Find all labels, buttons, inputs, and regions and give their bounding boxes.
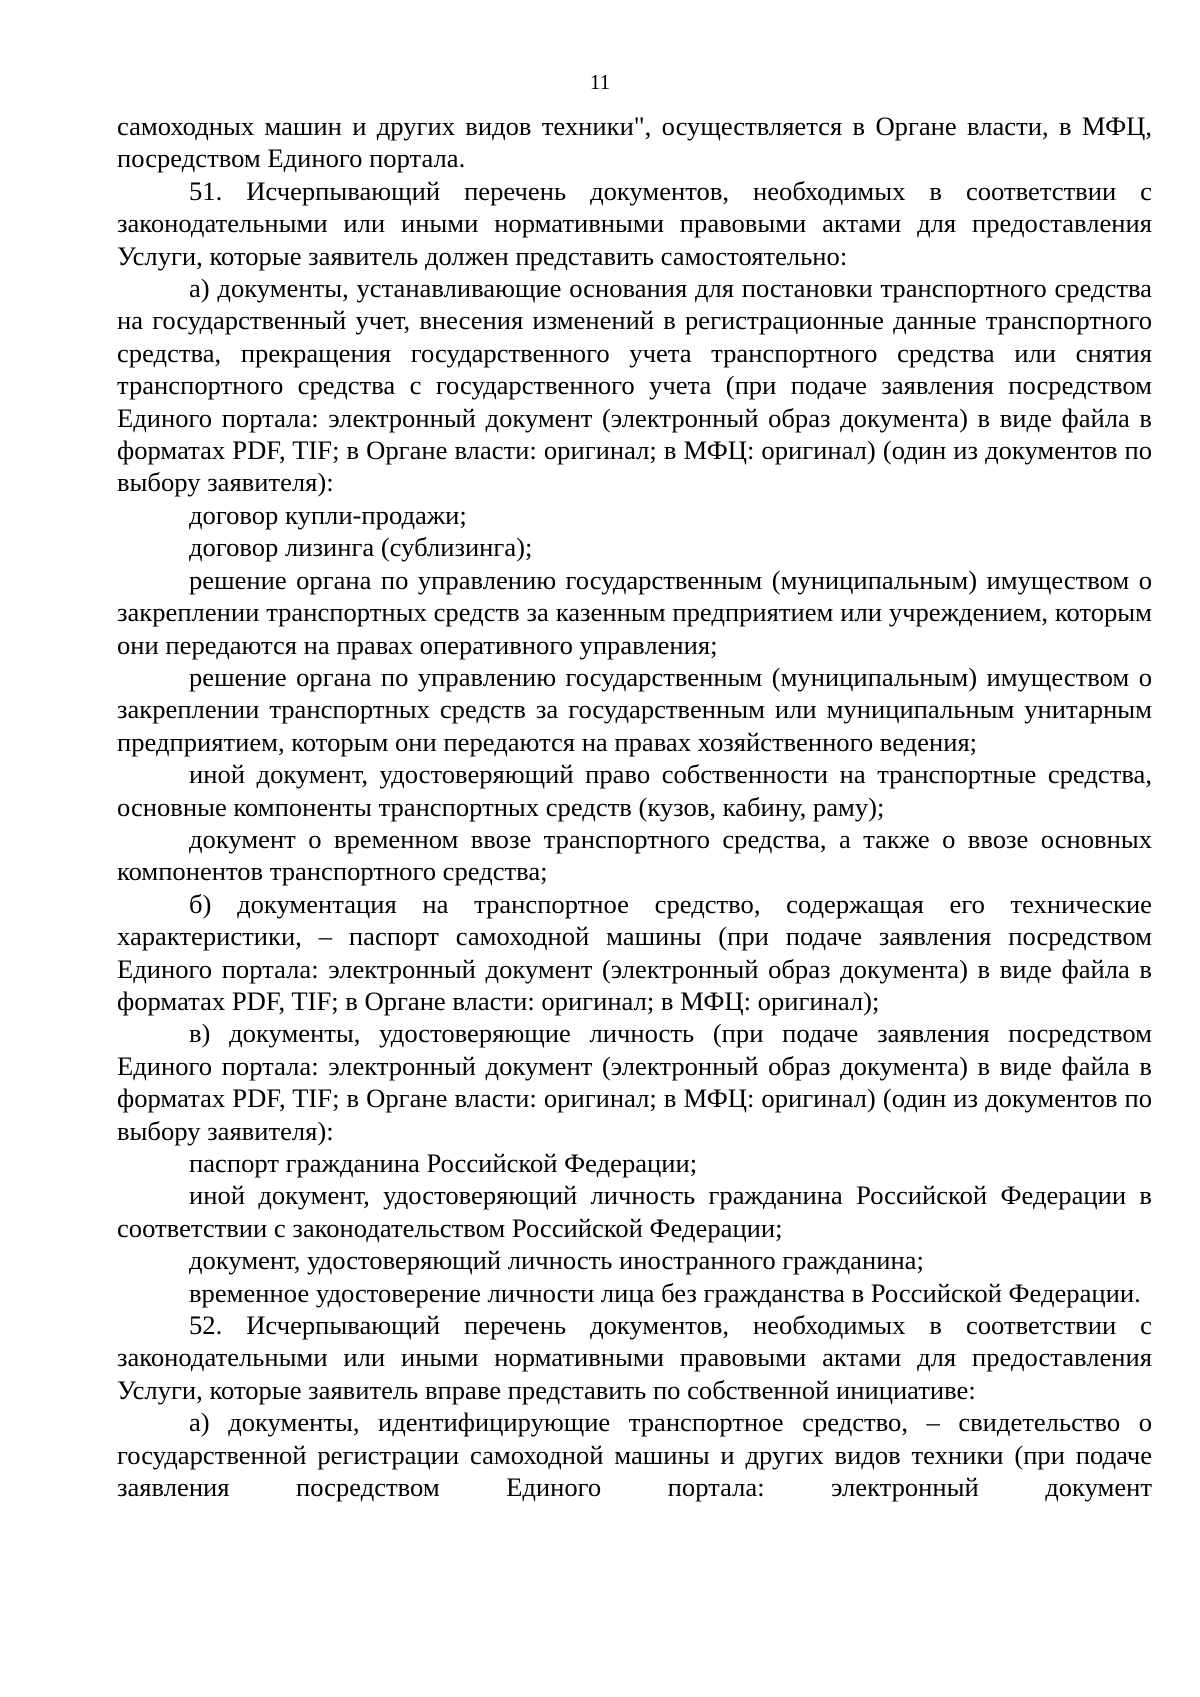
paragraph: иной документ, удостоверяющий право собственности на транспортные средства, основные компоненты транспортных средств (кузов, кабину, раму); [117,759,1152,822]
paragraph: решение органа по управлению государственным (муниципальным) имуществом о закреплении транспортных средств за казенным предприятием или учреждением, которым они передаются на правах оперативного управления; [117,564,1152,660]
paragraph: а) документы, устанавливающие основания для постановки транспортного средства на государственный учет, внесения изменений в регистрационные данные транспортного средства, прекращения государственного учета транспортного средства или снятия транспортного средства с государственного учета (при подаче заявления посредством Единого портала: электронный документ (электронный образ документа) в виде файла в форматах PDF, TIF; в Органе власти: оригинал; в МФЦ: оригинал) (один из документов по выбору заявителя): [117,273,1152,498]
paragraph: 52. Исчерпывающий перечень документов, необходимых в соответствии с законодательными или иными нормативными правовыми актами для предоставления Услуги, которые заявитель вправе представить по собственной инициативе: [117,1310,1152,1405]
paragraph: иной документ, удостоверяющий личность гражданина Российской Федерации в соответствии с законодательством Российской Федерации; [117,1180,1152,1243]
paragraph: временное удостоверение личности лица без гражданства в Российской Федерации. [189,1277,1141,1308]
paragraph: в) документы, удостоверяющие личность (при подаче заявления посредством Единого портала: электронный документ (электронный образ документа) в виде файла в форматах PDF, TIF; в Органе власти: оригинал; в МФЦ: оригинал) (один из документов по выбору заявителя): [117,1018,1152,1146]
paragraph: а) документы, идентифицирующие транспортное средство, – свидетельство о государственной регистрации самоходной машины и других видов техники (при подаче заявления посредством Единого портала: электронный документ [117,1407,1152,1503]
document-body [117,110,1152,1503]
page-number: 11 [589,70,611,94]
paragraph: самоходных машин и других видов техники", осуществляется в Органе власти, в МФЦ, посредством Единого портала. [117,111,1152,174]
paragraph: б) документация на транспортное средство, содержащая его технические характеристики, – паспорт самоходной машины (при подаче заявления посредством Единого портала: электронный документ (электронный образ документа) в виде файла в форматах PDF, TIF; в Органе власти: оригинал; в МФЦ: оригинал); [117,888,1152,1016]
paragraph: документ, удостоверяющий личность иностранного гражданина; [189,1245,924,1276]
paragraph: договор лизинга (сублизинга); [189,532,533,563]
paragraph: документ о временном ввозе транспортного средства, а также о ввозе основных компонентов транспортного средства; [117,823,1152,887]
paragraph: паспорт гражданина Российской Федерации; [189,1148,698,1178]
paragraph: договор купли-продажи; [189,499,467,530]
paragraph: 51. Исчерпывающий перечень документов, необходимых в соответствии с законодательными или иными нормативными правовыми актами для предоставления Услуги, которые заявитель должен представить самостоятельно: [117,175,1152,271]
paragraph: решение органа по управлению государственным (муниципальным) имуществом о закреплении транспортных средств за государственным или муниципальным унитарным предприятием, которым они передаются на правах хозяйственного ведения; [117,661,1152,757]
